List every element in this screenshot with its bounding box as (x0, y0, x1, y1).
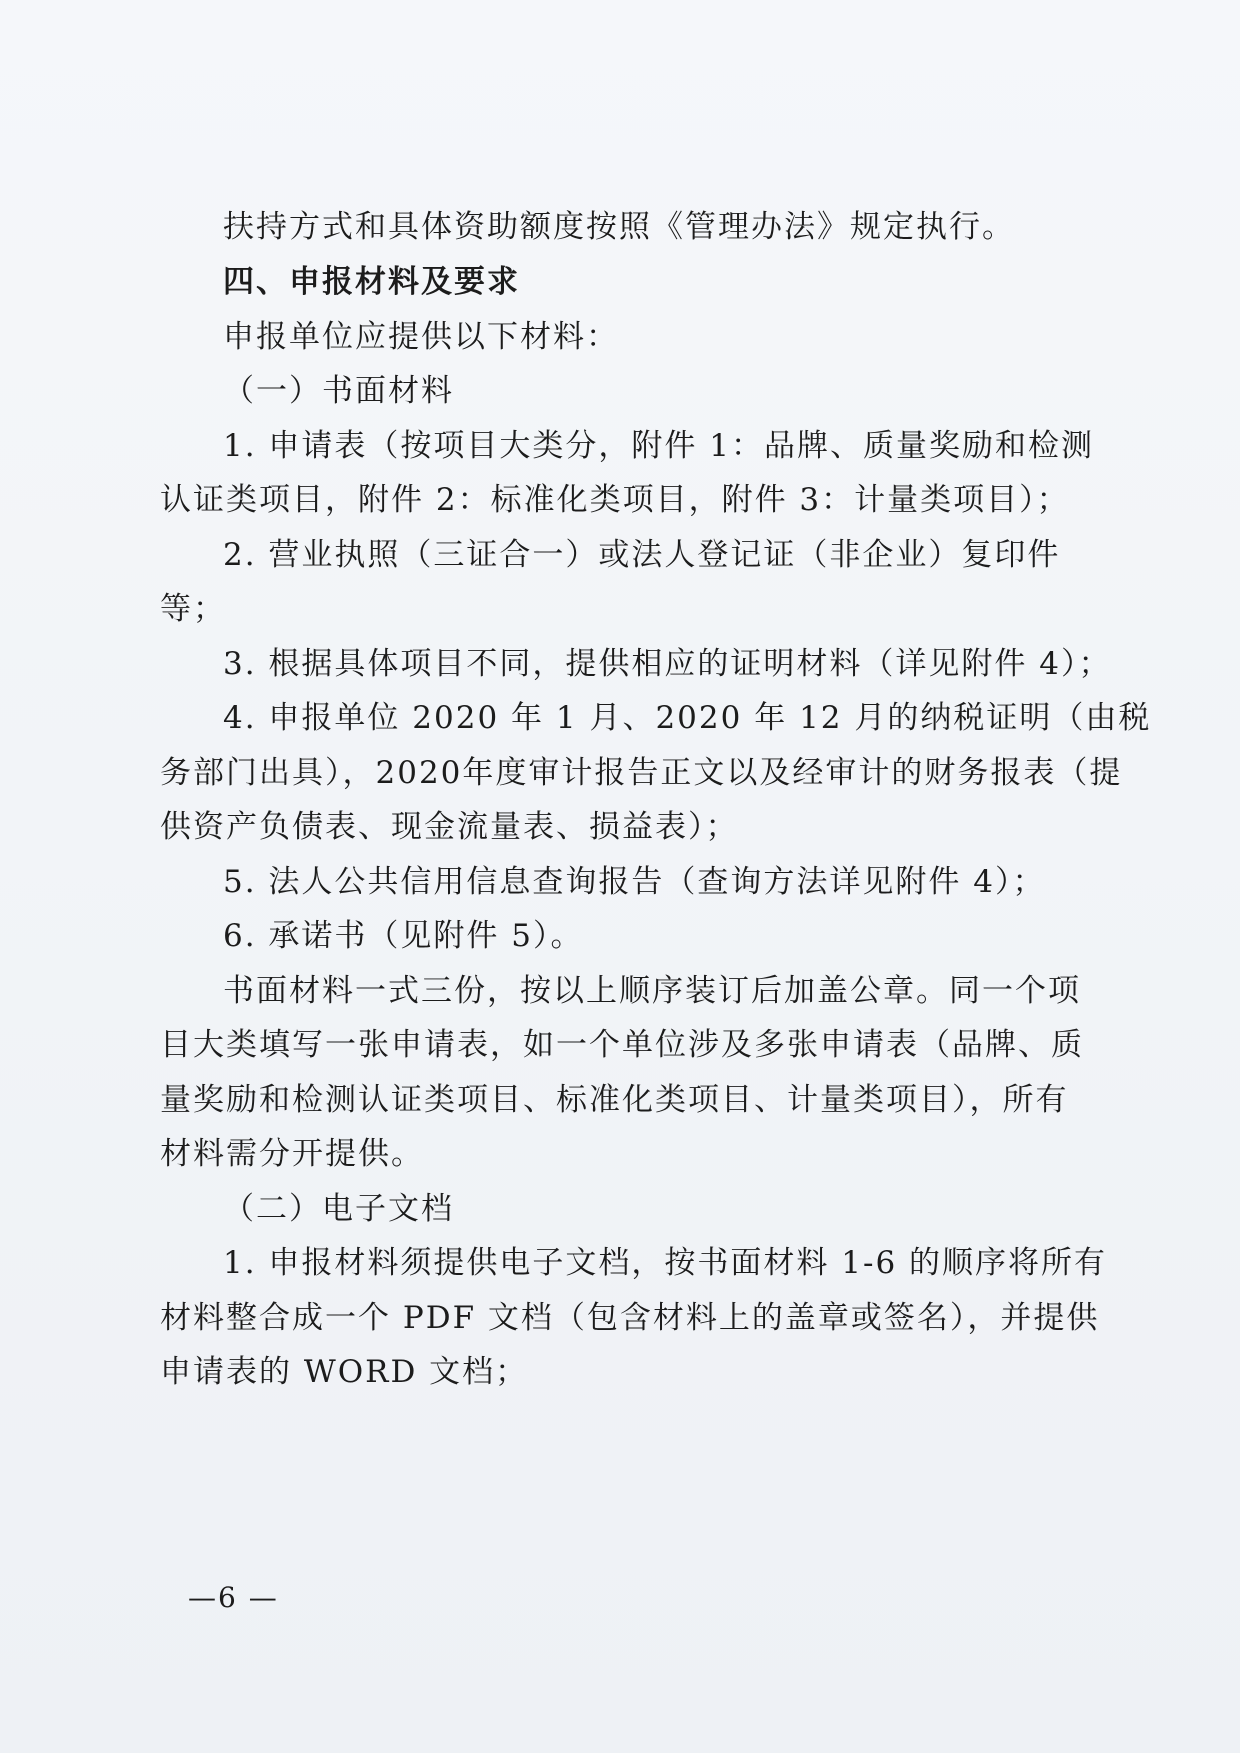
list-item-line: 认证类项目，附件 2：标准化类项目，附件 3：计量类项目）； (160, 482, 1070, 518)
section-heading: 四、申报材料及要求 (223, 264, 520, 300)
list-item-line: 等； (160, 591, 226, 627)
list-item-line: 4. 申报单位 2020 年 1 月、2020 年 12 月的纳税证明（由税 (223, 700, 1152, 736)
subsection-heading: （一）书面材料 (223, 373, 454, 409)
list-item-line: 材料整合成一个 PDF 文档（包含材料上的盖章或签名），并提供 (160, 1300, 1100, 1336)
list-item-line: 6. 承诺书（见附件 5）。 (223, 918, 584, 954)
list-item-line: 1. 申报材料须提供电子文档，按书面材料 1-6 的顺序将所有 (223, 1245, 1108, 1281)
list-item-line: 1. 申请表（按项目大类分，附件 1：品牌、质量奖励和检测 (223, 428, 1095, 464)
paragraph-line: 材料需分开提供。 (160, 1136, 424, 1172)
paragraph-line: 书面材料一式三份，按以上顺序装订后加盖公章。同一个项 (223, 973, 1081, 1009)
paragraph-line: 申报单位应提供以下材料： (223, 319, 619, 355)
paragraph-line: 扶持方式和具体资助额度按照《管理办法》规定执行。 (223, 209, 1015, 245)
subsection-heading: （二）电子文档 (223, 1191, 454, 1227)
paragraph-line: 目大类填写一张申请表，如一个单位涉及多张申请表（品牌、质 (160, 1027, 1084, 1063)
paragraph-line: 量奖励和检测认证类项目、标准化类项目、计量类项目），所有 (160, 1082, 1069, 1118)
list-item-line: 3. 根据具体项目不同，提供相应的证明材料（详见附件 4）； (223, 646, 1112, 682)
list-item-line: 务部门出具），2020年度审计报告正文以及经审计的财务报表（提 (160, 755, 1123, 791)
list-item-line: 供资产负债表、现金流量表、损益表）； (160, 809, 739, 845)
list-item-line: 2. 营业执照（三证合一）或法人登记证（非企业）复印件 (223, 537, 1061, 573)
list-item-line: 5. 法人公共信用信息查询报告（查询方法详见附件 4）； (223, 864, 1046, 900)
list-item-line: 申请表的 WORD 文档； (160, 1354, 529, 1390)
page-number: —6 — (188, 1581, 279, 1614)
